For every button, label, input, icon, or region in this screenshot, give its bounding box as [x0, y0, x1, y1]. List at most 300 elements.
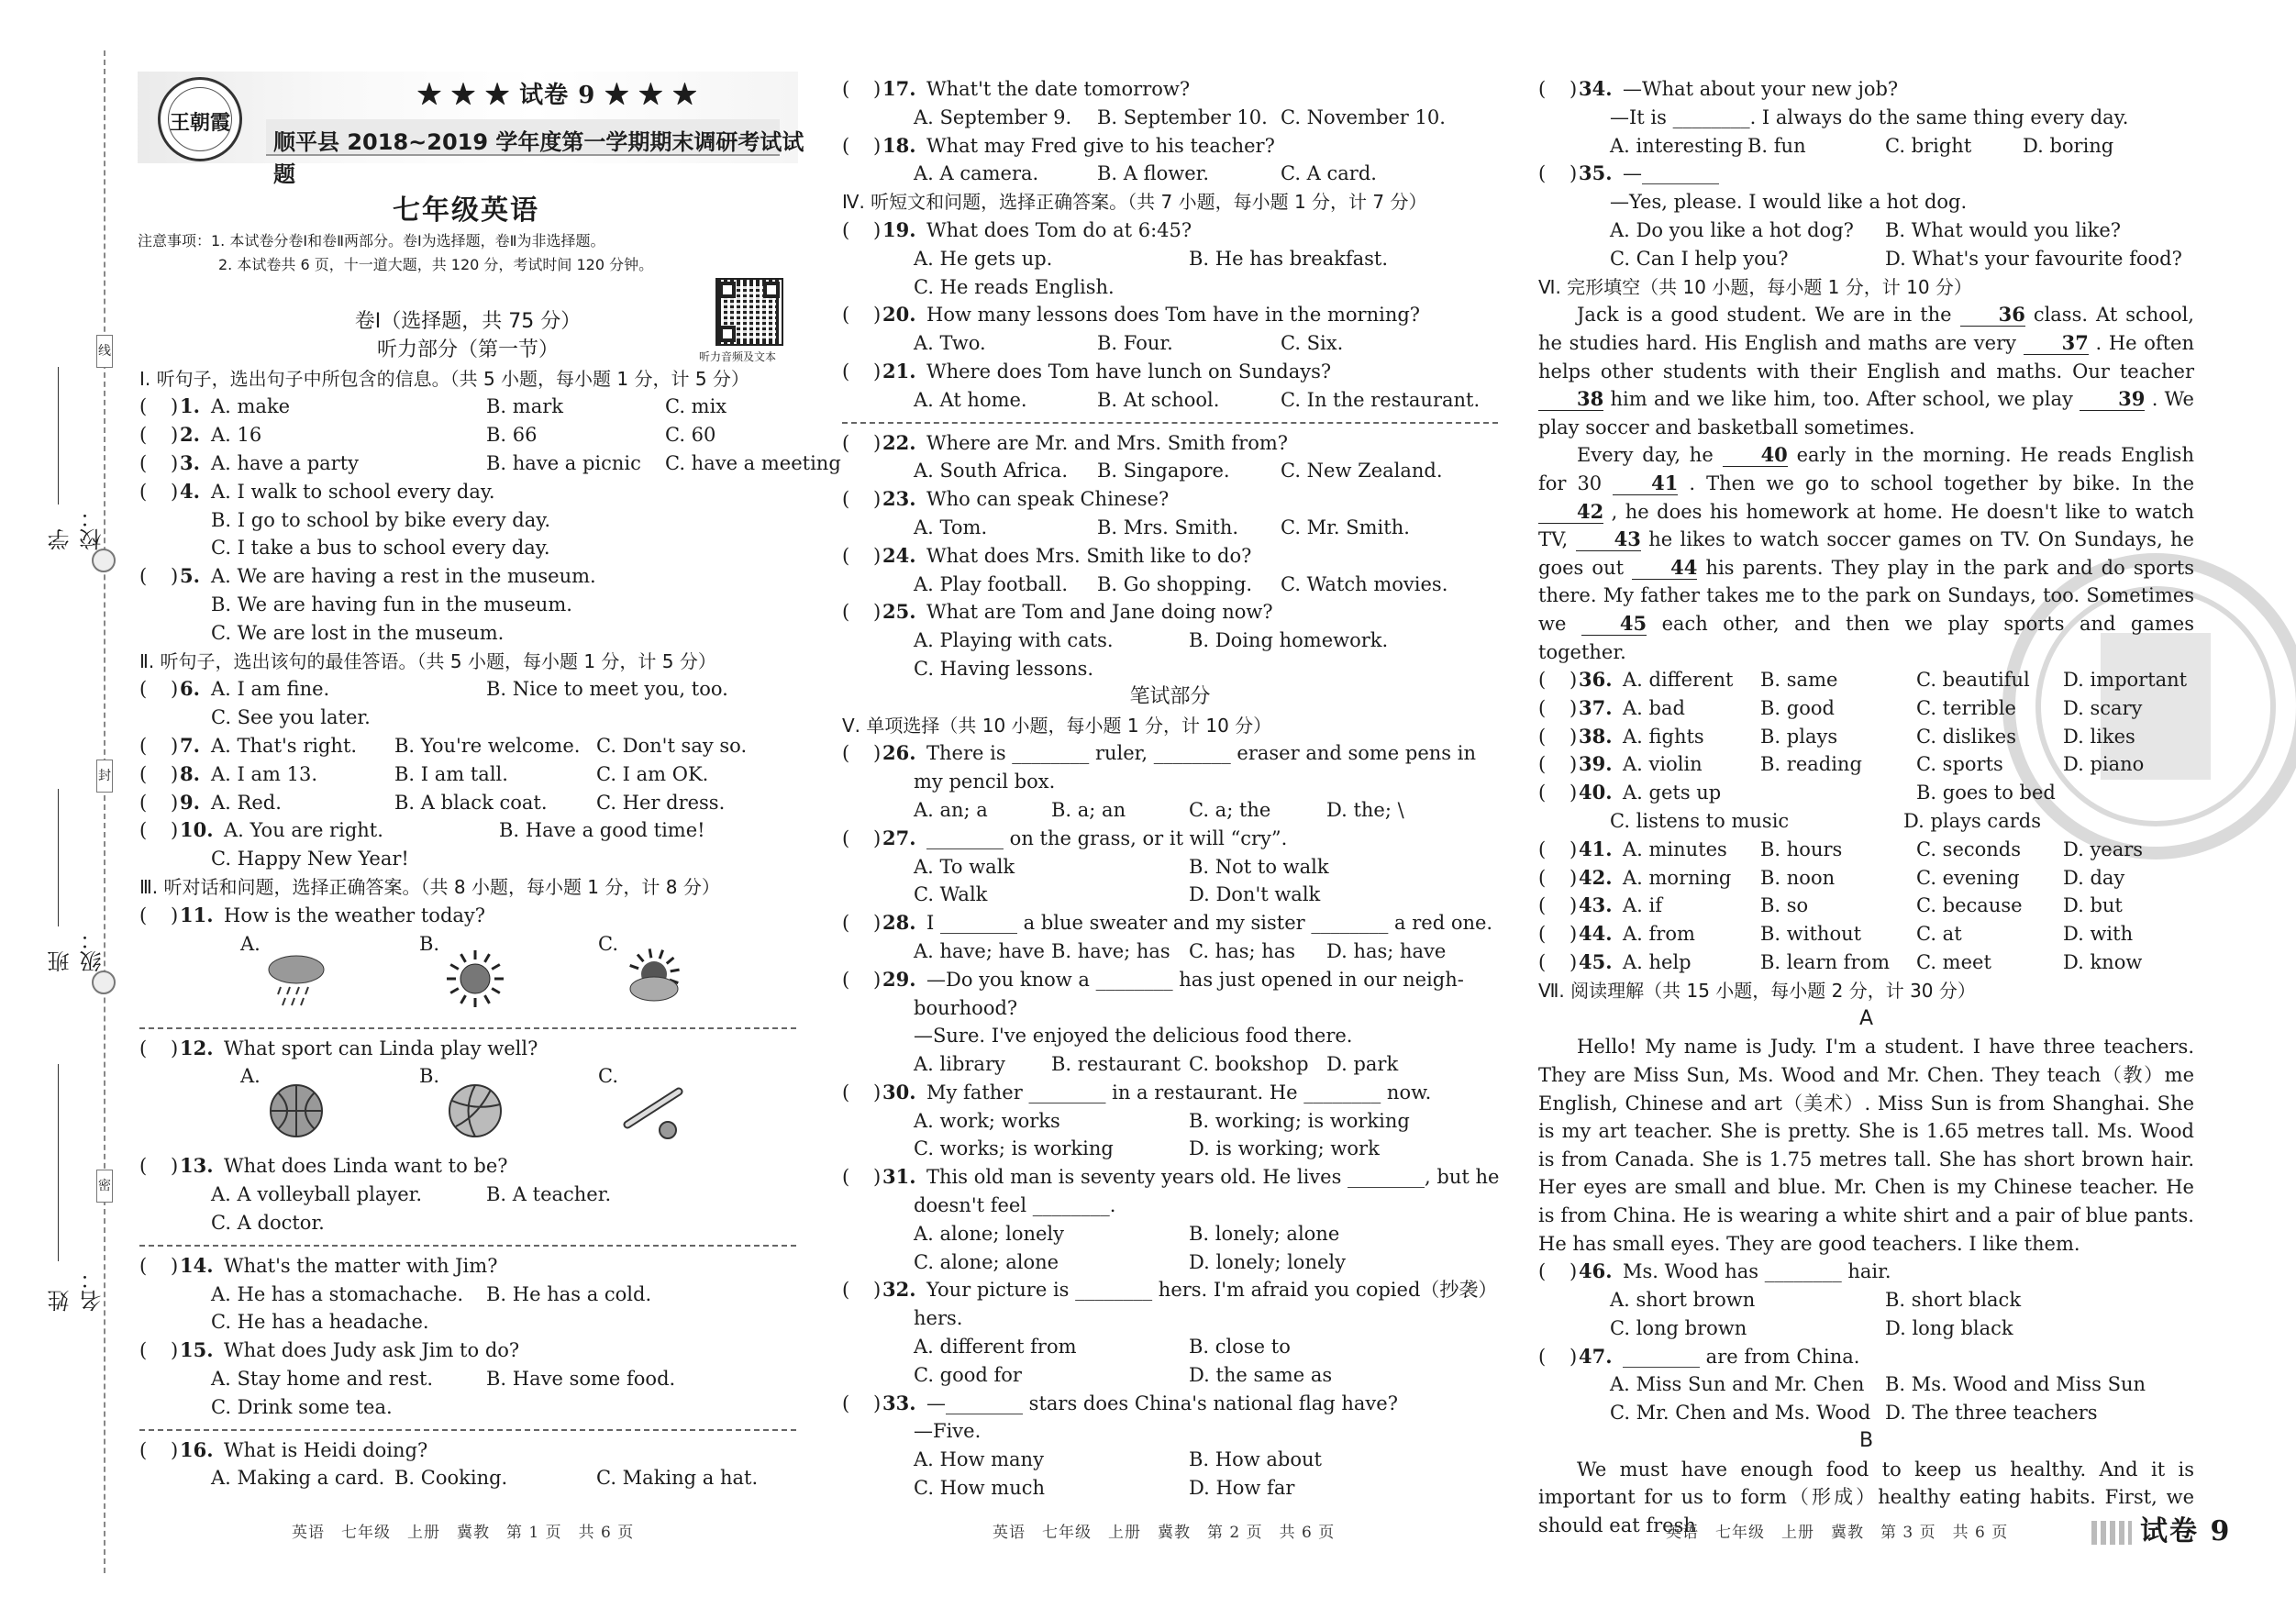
paper-number: ★ ★ ★ 试卷 9 ★ ★ ★	[417, 82, 698, 109]
passage-text: Every day, he	[1577, 444, 1714, 467]
answer-paren-open: (	[842, 431, 850, 454]
option-text: C. a; the	[1189, 798, 1271, 821]
option-text: Where does Tom have lunch on Sundays?	[926, 360, 1332, 383]
option-text: B. reading	[1760, 753, 1862, 776]
answer-blank[interactable]: )	[171, 791, 179, 814]
question-row	[1538, 723, 2194, 751]
option-row	[842, 1361, 1498, 1390]
question-row	[139, 449, 841, 478]
section-instruction: Ⅲ. 听对话和问题，选择正确答案。（共 8 小题，每小题 1 分，计 8 分）	[139, 875, 720, 898]
option-text: A. if	[1623, 894, 1663, 917]
option-text: A. an; a	[914, 798, 988, 821]
option-text: C. seconds	[1916, 837, 2022, 860]
question-number: 3.	[180, 450, 200, 474]
answer-paren-open: (	[842, 1392, 850, 1414]
answer-blank[interactable]: )	[171, 1254, 179, 1277]
option-text: C. Watch movies.	[1281, 572, 1448, 595]
answer-paren-open: (	[842, 134, 850, 157]
notice-line-2: 2. 本试卷共 6 页，十一道大题，共 120 分，考试时间 120 分钟。	[218, 256, 654, 273]
rain-icon	[264, 947, 328, 1011]
question-row	[842, 132, 1498, 161]
option-text: Where are Mr. and Mrs. Smith from?	[926, 431, 1289, 454]
option-row	[139, 506, 796, 535]
answer-blank[interactable]: )	[1569, 162, 1578, 185]
question-row	[139, 1252, 796, 1281]
option-text: C. Mr. Smith.	[1281, 516, 1410, 538]
question-row	[842, 825, 1498, 853]
option-text: A. You are right.	[224, 819, 383, 842]
answer-blank[interactable]: )	[171, 480, 179, 503]
option-text: What sport can Linda play well?	[224, 1037, 538, 1059]
cloze-blank[interactable]: 39	[2080, 388, 2145, 411]
answer-blank[interactable]: )	[873, 1279, 882, 1302]
option-text: My father ________ in a restaurant. He ________ now.	[926, 1081, 1432, 1103]
option-text: B. close to	[1189, 1336, 1291, 1359]
answer-blank[interactable]: )	[1569, 1260, 1578, 1283]
answer-blank[interactable]: )	[171, 1037, 179, 1059]
answer-blank[interactable]: )	[1569, 753, 1578, 776]
option-row	[139, 534, 796, 562]
reading-passage-b: We must have enough food to keep us healthy. And it is important for us to form（形成）healthy eating habits. First, we should eat fresh	[1538, 1458, 2194, 1536]
seal-mark: 密	[96, 1170, 113, 1203]
answer-paren-open: (	[1538, 837, 1547, 860]
answer-paren-open: (	[139, 791, 148, 814]
option-text: —Yes, please. I would like a hot dog.	[1610, 191, 1968, 214]
option-text: —Sure. I've enjoyed the delicious food there.	[914, 1025, 1353, 1048]
option-text: C. Walk	[914, 883, 988, 906]
option-text: C. Having lessons.	[914, 657, 1094, 680]
option-text: D. has; have	[1326, 939, 1447, 962]
answer-blank[interactable]: )	[171, 762, 179, 785]
answer-blank[interactable]: )	[1569, 951, 1578, 974]
option-row	[139, 1209, 796, 1237]
option-text: A. Two.	[914, 332, 986, 355]
option-text: B. I am tall.	[394, 762, 508, 785]
section-heading: 听力部分（第一节）	[376, 338, 559, 361]
question-row	[842, 358, 1498, 386]
option-text: B. We are having fun in the museum.	[211, 593, 572, 616]
option-row	[842, 1022, 1498, 1050]
option-letter: A.	[240, 1065, 261, 1088]
column-1	[139, 308, 841, 1492]
cloze-blank[interactable]: 42	[1538, 501, 1603, 524]
option-text: A. How many	[914, 1448, 1044, 1471]
section-instruction: Ⅵ. 完形填空（共 10 小题，每小题 1 分，计 10 分）	[1538, 275, 1972, 298]
answer-blank[interactable]: )	[873, 360, 882, 383]
option-text: C. Mr. Chen and Ms. Wood	[1610, 1402, 1871, 1425]
question-number: 46.	[1579, 1259, 1613, 1283]
option-text: D. scary	[2063, 696, 2143, 719]
option-text: A. short brown	[1610, 1289, 1756, 1311]
option-text: Your picture is ________ hers. I'm afraid you copied（抄袭）	[926, 1279, 1498, 1302]
answer-blank[interactable]: )	[873, 78, 882, 100]
option-text: B. hours	[1760, 837, 1843, 860]
option-text: D. years	[2063, 837, 2144, 860]
divider	[842, 422, 1498, 424]
footer-page-3: 英语 七年级 上册 冀教 第 3 页 共 6 页	[1666, 1524, 2009, 1542]
option-text: —Five.	[914, 1420, 982, 1443]
answer-paren-open: (	[1538, 866, 1547, 889]
answer-blank[interactable]: )	[1569, 837, 1578, 860]
option-text: A. bad	[1623, 696, 1685, 719]
answer-blank[interactable]: )	[1569, 78, 1578, 100]
option-text: B. He has breakfast.	[1189, 247, 1389, 270]
option-text: A. At home.	[914, 388, 1027, 411]
answer-blank[interactable]: )	[171, 451, 179, 474]
option-text: B. At school.	[1097, 388, 1220, 411]
answer-paren-open: (	[1538, 696, 1547, 719]
answer-blank[interactable]: )	[873, 1166, 882, 1189]
option-text: B. Go shopping.	[1097, 572, 1253, 595]
question-number: 45.	[1579, 950, 1613, 974]
option-text: C. Six.	[1281, 332, 1344, 355]
option-text: B. He has a cold.	[486, 1282, 652, 1305]
option-text: C. A card.	[1281, 162, 1377, 185]
option-text: D. important	[2063, 669, 2188, 692]
answer-blank[interactable]: )	[873, 742, 882, 765]
option-text: C. Making a hat.	[596, 1467, 759, 1490]
option-text: B. noon	[1760, 866, 1836, 889]
answer-paren-open: (	[1538, 894, 1547, 917]
answer-blank[interactable]: )	[171, 395, 179, 418]
column-3	[1538, 75, 2194, 1540]
answer-blank[interactable]: )	[1569, 894, 1578, 917]
volleyball-icon	[443, 1079, 507, 1143]
question-number: 1.	[180, 394, 200, 418]
option-text: A. I am 13.	[211, 762, 317, 785]
passage-text: he likes to watch soccer games on TV. On Sundays, he goes out	[1538, 528, 2194, 579]
answer-blank[interactable]: )	[873, 601, 882, 624]
answer-blank[interactable]: )	[1569, 669, 1578, 692]
option-text: B. learn from	[1760, 951, 1891, 974]
punch-hole-icon	[92, 970, 116, 994]
answer-blank[interactable]: )	[873, 1081, 882, 1103]
option-text: B. Singapore.	[1097, 460, 1230, 482]
option-letter: A.	[240, 932, 261, 955]
answer-blank[interactable]: )	[171, 1438, 179, 1461]
answer-blank[interactable]: )	[873, 304, 882, 327]
answer-blank[interactable]: )	[1569, 725, 1578, 748]
option-text: D. the; \	[1326, 798, 1404, 821]
question-number: 19.	[882, 217, 916, 241]
answer-blank[interactable]: )	[1569, 1345, 1578, 1368]
option-text: C. bookshop	[1189, 1053, 1309, 1076]
option-row	[1538, 216, 2194, 245]
cloze-blank[interactable]: 45	[1581, 613, 1647, 636]
cloze-blank[interactable]: 43	[1576, 528, 1641, 551]
option-row	[1538, 1370, 2194, 1399]
option-text: A. A volleyball player.	[211, 1183, 423, 1206]
option-text: B. plays	[1760, 725, 1838, 748]
question-number: 41.	[1579, 837, 1613, 860]
option-text: C. beautiful	[1916, 669, 2030, 692]
option-row	[139, 1281, 796, 1309]
question-number: 44.	[1579, 922, 1613, 946]
seal-mark: 封	[96, 760, 113, 793]
qr-caption: 听力音频及文本	[699, 350, 777, 363]
option-text: A. library	[914, 1053, 1005, 1076]
question-row	[842, 1390, 1498, 1418]
option-text: B. without	[1760, 923, 1862, 946]
passage-text: his parents. They play in the park and do sports there. My father takes me to the park on Sundays, too. Sometimes we	[1538, 556, 2194, 635]
option-text: B. What would you like?	[1885, 218, 2122, 241]
question-row	[1538, 1343, 2194, 1371]
question-number: 11.	[180, 903, 214, 926]
answer-blank[interactable]: )	[873, 1392, 882, 1414]
answer-blank[interactable]: )	[873, 968, 882, 991]
option-text: Who can speak Chinese?	[926, 488, 1170, 511]
option-text: C. I am OK.	[596, 762, 709, 785]
section-instruction: Ⅳ. 听短文和问题，选择正确答案。（共 7 小题，每小题 1 分，计 7 分）	[842, 191, 1427, 214]
answer-blank[interactable]: )	[171, 734, 179, 757]
cloze-blank[interactable]: 41	[1613, 472, 1678, 495]
option-text: C. works; is working	[914, 1137, 1114, 1160]
option-row	[139, 1181, 796, 1209]
option-text: C. bright	[1885, 134, 1972, 157]
answer-paren-open: (	[139, 565, 148, 588]
passage-text: each other, and then we play sports and games together.	[1538, 612, 2194, 663]
answer-paren-open: (	[842, 601, 850, 624]
option-text: What does Tom do at 6:45?	[926, 218, 1192, 241]
answer-blank[interactable]: )	[873, 431, 882, 454]
section-heading: 笔试部分	[1129, 684, 1211, 708]
option-row	[842, 853, 1498, 882]
option-row	[139, 704, 796, 732]
question-number: 33.	[882, 1391, 916, 1414]
option-row	[139, 1365, 796, 1393]
option-text: A. make	[211, 395, 291, 418]
option-text: C. How much	[914, 1477, 1046, 1500]
question-number: 36.	[1579, 668, 1613, 692]
answer-paren-open: (	[139, 1037, 148, 1059]
option-text: B. Have a good time!	[499, 819, 705, 842]
divider	[139, 1245, 796, 1247]
answer-paren-open: (	[842, 1166, 850, 1189]
answer-paren-open: (	[842, 360, 850, 383]
option-text: Ms. Wood has ________ hair.	[1623, 1260, 1891, 1283]
question-row	[1538, 779, 2194, 807]
option-row	[1538, 807, 2194, 836]
option-row	[842, 881, 1498, 909]
option-row	[1538, 104, 2194, 132]
question-row	[842, 1163, 1498, 1192]
cloze-blank[interactable]: 40	[1723, 444, 1788, 467]
option-text: B. so	[1760, 894, 1809, 917]
option-text: A. A camera.	[914, 162, 1039, 185]
question-number: 42.	[1579, 865, 1613, 889]
option-text: How many lessons does Tom have in the morning?	[926, 304, 1421, 327]
exam-title: 顺平县 2018~2019 学年度第一学期期末调研考试试题	[273, 129, 804, 187]
option-text: I ________ a blue sweater and my sister ________ a red one.	[926, 912, 1493, 935]
question-row	[1538, 75, 2194, 104]
question-row	[842, 216, 1498, 245]
question-number: 21.	[882, 359, 916, 383]
option-text: hers.	[914, 1307, 963, 1330]
answer-blank[interactable]: )	[873, 544, 882, 567]
question-row	[842, 739, 1498, 768]
option-text: C. Happy New Year!	[211, 848, 409, 871]
option-row	[139, 1464, 796, 1492]
option-text: B. How about	[1189, 1448, 1322, 1471]
option-row	[842, 104, 1498, 132]
option-text: B. working; is working	[1189, 1109, 1410, 1132]
option-text: C. mix	[665, 395, 727, 418]
answer-blank[interactable]: )	[171, 1339, 179, 1362]
option-text: bourhood?	[914, 996, 1018, 1019]
question-number: 20.	[882, 303, 916, 327]
option-row	[842, 796, 1498, 825]
answer-blank[interactable]: )	[1569, 782, 1578, 804]
option-row	[842, 329, 1498, 358]
option-text: D. is working; work	[1189, 1137, 1380, 1160]
section-instruction: Ⅰ. 听句子，选出句子中所包含的信息。（共 5 小题，每小题 1 分，计 5 分）	[139, 367, 749, 390]
question-row	[1538, 750, 2194, 779]
answer-paren-open: (	[1538, 923, 1547, 946]
answer-paren-open: (	[139, 762, 148, 785]
footer-page-2: 英语 七年级 上册 冀教 第 2 页 共 6 页	[993, 1524, 1336, 1542]
question-number: 15.	[180, 1338, 214, 1362]
answer-blank[interactable]: )	[873, 826, 882, 849]
question-row	[1538, 948, 2194, 977]
answer-paren-open: (	[842, 488, 850, 511]
option-text: C. In the restaurant.	[1281, 388, 1481, 411]
question-row	[139, 478, 796, 506]
answer-blank[interactable]: )	[171, 1155, 179, 1178]
option-text: D. The three teachers	[1885, 1402, 2098, 1425]
option-text: A. different	[1623, 669, 1734, 692]
option-text: C. sports	[1916, 753, 2003, 776]
sun-icon	[443, 947, 507, 1011]
answer-blank[interactable]: )	[873, 488, 882, 511]
answer-blank[interactable]: )	[1569, 923, 1578, 946]
question-number: 23.	[882, 487, 916, 511]
option-text: D. What's your favourite food?	[1885, 247, 2182, 270]
question-row	[842, 429, 1498, 458]
cloudy-sun-icon	[622, 947, 686, 1011]
answer-blank[interactable]: )	[171, 565, 179, 588]
question-number: 31.	[882, 1165, 916, 1189]
question-row	[1538, 160, 2194, 188]
question-row	[139, 1035, 796, 1063]
answer-paren-open: (	[1538, 78, 1547, 100]
answer-paren-open: (	[842, 218, 850, 241]
option-letter: B.	[419, 1065, 440, 1088]
answer-blank[interactable]: )	[873, 218, 882, 241]
cloze-blank[interactable]: 38	[1538, 388, 1603, 411]
option-text: C. meet	[1916, 951, 1991, 974]
option-row	[1538, 188, 2194, 216]
answer-blank[interactable]: )	[873, 912, 882, 935]
answer-paren-open: (	[842, 826, 850, 849]
answer-paren-open: (	[139, 734, 148, 757]
question-row	[139, 789, 796, 817]
option-row	[842, 1474, 1498, 1503]
option-text: C. Her dress.	[596, 791, 726, 814]
answer-paren-open: (	[139, 819, 148, 842]
option-text: A. Miss Sun and Mr. Chen	[1610, 1373, 1865, 1396]
divider	[139, 1027, 796, 1029]
option-text: A. fights	[1623, 725, 1704, 748]
option-row	[1538, 1286, 2194, 1314]
option-text: ________ are from China.	[1623, 1345, 1860, 1368]
option-text: C. alone; alone	[914, 1250, 1059, 1273]
passage-text: Jack is a good student. We are in the	[1577, 304, 1952, 327]
question-number: 4.	[180, 479, 200, 503]
option-row	[842, 571, 1498, 599]
option-text: C. He has a headache.	[211, 1311, 429, 1334]
answer-paren-open: (	[139, 1438, 148, 1461]
question-row	[139, 1336, 796, 1365]
question-number: 2.	[180, 423, 200, 447]
question-row	[139, 1152, 796, 1181]
baseball-bat-icon	[622, 1079, 686, 1143]
paper-label: 试卷 9	[2140, 1515, 2232, 1547]
question-row	[1538, 920, 2194, 948]
answer-blank[interactable]: )	[1569, 866, 1578, 889]
question-row	[139, 760, 796, 789]
cloze-blank[interactable]: 36	[1960, 304, 2025, 327]
option-text: A. To walk	[914, 855, 1015, 878]
option-text: A. minutes	[1623, 837, 1727, 860]
option-row	[842, 937, 1498, 966]
option-text: B. Ms. Wood and Miss Sun	[1885, 1373, 2146, 1396]
class-field[interactable]: 班级：	[44, 789, 72, 972]
question-row	[1538, 1258, 2194, 1286]
answer-paren-open: (	[1538, 753, 1547, 776]
option-text: D. lonely; lonely	[1189, 1250, 1346, 1273]
answer-blank[interactable]: )	[1569, 696, 1578, 719]
option-text: B. Four.	[1097, 332, 1173, 355]
name-field[interactable]: 姓名：	[44, 1064, 72, 1312]
question-number: 13.	[180, 1154, 214, 1178]
option-text: C. Drink some tea.	[211, 1395, 393, 1418]
option-text: B. have a picnic	[486, 451, 641, 474]
brand-logo: 王朝霞	[158, 77, 242, 161]
answer-blank[interactable]: )	[873, 134, 882, 157]
option-row	[842, 1304, 1498, 1333]
option-text: What't the date tomorrow?	[926, 78, 1191, 100]
answer-blank[interactable]: )	[171, 819, 179, 842]
question-number: 39.	[1579, 752, 1613, 776]
option-text: C. good for	[914, 1363, 1022, 1386]
option-row	[842, 655, 1498, 683]
option-text: C. A doctor.	[211, 1211, 325, 1234]
option-text: C. Don't say so.	[596, 734, 748, 757]
option-text: C. evening	[1916, 866, 2020, 889]
cloze-blank[interactable]: 44	[1632, 557, 1697, 580]
option-text: B. A black coat.	[394, 791, 548, 814]
answer-blank[interactable]: )	[171, 904, 179, 926]
question-number: 26.	[882, 741, 916, 765]
question-number: 34.	[1579, 77, 1613, 100]
option-text: A. help	[1623, 951, 1691, 974]
column-2	[842, 75, 1498, 1503]
fold-line	[104, 50, 105, 1573]
answer-blank[interactable]: )	[171, 424, 179, 447]
option-text: B. same	[1760, 669, 1838, 692]
option-text: C. dislikes	[1916, 725, 2016, 748]
cloze-blank[interactable]: 37	[2024, 332, 2089, 355]
question-row	[842, 909, 1498, 937]
option-text: A. work; works	[914, 1109, 1060, 1132]
answer-paren-open: (	[1538, 162, 1547, 185]
school-field[interactable]: 学校：	[44, 367, 72, 550]
answer-paren-open: (	[139, 480, 148, 503]
answer-paren-open: (	[1538, 951, 1547, 974]
option-row	[842, 160, 1498, 188]
answer-paren-open: (	[1538, 782, 1547, 804]
answer-blank[interactable]: )	[171, 678, 179, 701]
